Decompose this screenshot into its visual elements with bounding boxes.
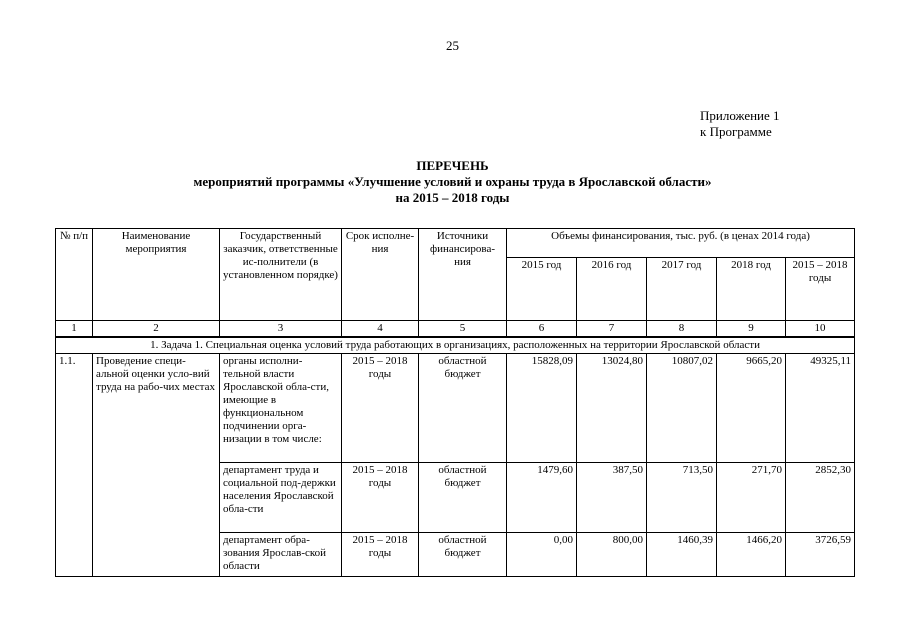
- row-customer: департамент труда и социальной под-держки населения Ярославской обла-сти: [220, 463, 342, 533]
- column-number: 10: [786, 321, 855, 338]
- header-2018: 2018 год: [717, 258, 786, 321]
- row-2015: 15828,09: [507, 354, 577, 463]
- row-term: 2015 – 2018 годы: [342, 354, 419, 463]
- item-name: Проведение специ-альной оценки усло-вий труда на рабо-чих местах: [93, 354, 220, 577]
- appendix-note: [700, 108, 780, 140]
- item-number: 1.1.: [56, 354, 93, 577]
- row-source: областной бюджет: [419, 533, 507, 577]
- header-2016: 2016 год: [577, 258, 647, 321]
- row-2015: 1479,60: [507, 463, 577, 533]
- column-numbers-row: [56, 321, 855, 338]
- row-total: 49325,11: [786, 354, 855, 463]
- column-number: 2: [93, 321, 220, 338]
- table-row: [56, 354, 855, 463]
- row-customer: органы исполни-тельной власти Ярославской обла-сти, имеющие в функциональном подчинении орга-низации в том числе:: [220, 354, 342, 463]
- header-2017: 2017 год: [647, 258, 717, 321]
- column-number: 1: [56, 321, 93, 338]
- row-2015: 0,00: [507, 533, 577, 577]
- row-2016: 13024,80: [577, 354, 647, 463]
- header-row: [56, 229, 855, 258]
- title-line-2: мероприятий программы «Улучшение условий и охраны труда в Ярославской области»: [193, 174, 712, 189]
- title-line-1: ПЕРЕЧЕНЬ: [416, 158, 489, 173]
- row-2018: 9665,20: [717, 354, 786, 463]
- column-number: 6: [507, 321, 577, 338]
- document-title: [0, 158, 905, 206]
- header-total: 2015 – 2018 годы: [786, 258, 855, 321]
- row-2017: 713,50: [647, 463, 717, 533]
- page-number: 25: [446, 38, 459, 53]
- row-2018: 1466,20: [717, 533, 786, 577]
- row-source: областной бюджет: [419, 463, 507, 533]
- header-source: Источники финансирова-ния: [419, 229, 507, 321]
- measures-table: [55, 228, 855, 577]
- row-2016: 387,50: [577, 463, 647, 533]
- row-customer: департамент обра-зования Ярослав-ской области: [220, 533, 342, 577]
- appendix-line-1: Приложение 1: [700, 108, 780, 123]
- title-line-3: на 2015 – 2018 годы: [395, 190, 510, 205]
- column-number: 8: [647, 321, 717, 338]
- row-total: 3726,59: [786, 533, 855, 577]
- header-term: Срок исполне-ния: [342, 229, 419, 321]
- header-funding: Объемы финансирования, тыс. руб. (в ценах 2014 года): [507, 229, 855, 258]
- column-number: 3: [220, 321, 342, 338]
- header-2015: 2015 год: [507, 258, 577, 321]
- row-2017: 1460,39: [647, 533, 717, 577]
- appendix-line-2: к Программе: [700, 124, 772, 139]
- task-title: 1. Задача 1. Специальная оценка условий труда работающих в организациях, расположенных на территории Ярославской области: [56, 337, 855, 354]
- row-2018: 271,70: [717, 463, 786, 533]
- header-customer: Государственный заказчик, ответственные ис-полнители (в установленном порядке): [220, 229, 342, 321]
- row-term: 2015 – 2018 годы: [342, 533, 419, 577]
- row-source: областной бюджет: [419, 354, 507, 463]
- row-2017: 10807,02: [647, 354, 717, 463]
- task-row: [56, 337, 855, 354]
- column-number: 4: [342, 321, 419, 338]
- header-name: Наименование мероприятия: [93, 229, 220, 321]
- column-number: 5: [419, 321, 507, 338]
- column-number: 9: [717, 321, 786, 338]
- column-number: 7: [577, 321, 647, 338]
- row-term: 2015 – 2018 годы: [342, 463, 419, 533]
- header-num: № п/п: [56, 229, 93, 321]
- row-total: 2852,30: [786, 463, 855, 533]
- row-2016: 800,00: [577, 533, 647, 577]
